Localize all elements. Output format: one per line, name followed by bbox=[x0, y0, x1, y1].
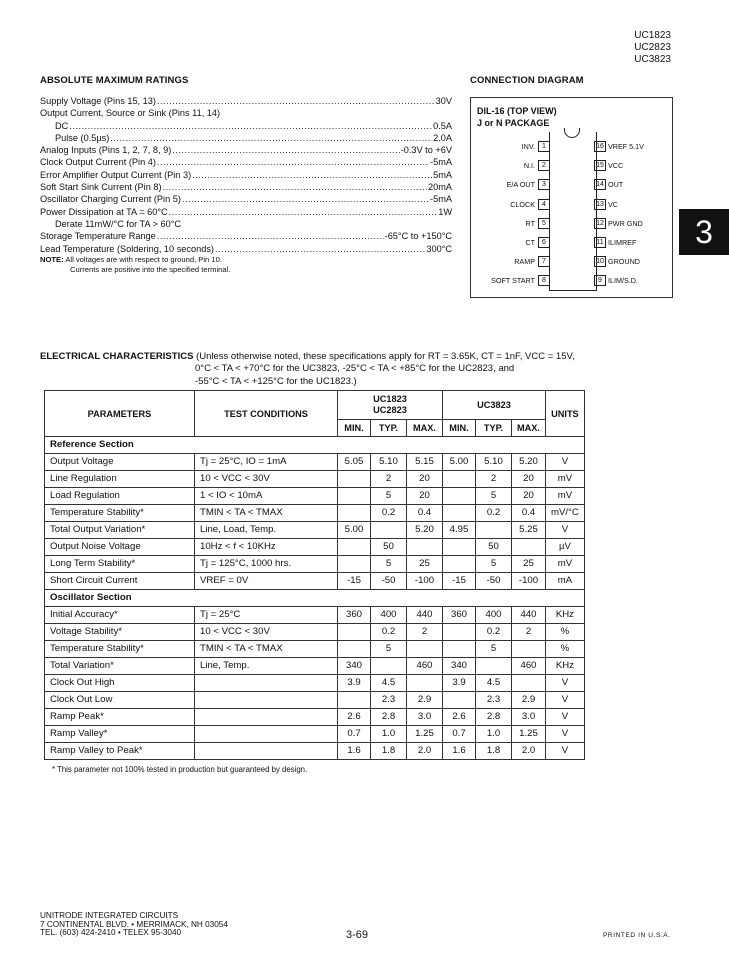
pin-label-right: VCC bbox=[608, 161, 624, 171]
value-cell bbox=[338, 624, 371, 641]
leader-dots bbox=[192, 169, 432, 181]
pin-number: 12 bbox=[594, 218, 606, 229]
pin-label-right: OUT bbox=[608, 180, 624, 190]
abs-max-label: Lead Temperature (Soldering, 10 seconds) bbox=[40, 243, 214, 254]
pin-number: 13 bbox=[594, 199, 606, 210]
abs-max-label: Output Current, Source or Sink (Pins 11, 14) bbox=[40, 108, 221, 119]
abs-max-row bbox=[40, 120, 452, 132]
value-cell: 3.9 bbox=[338, 675, 371, 692]
value-cell bbox=[476, 522, 512, 539]
abs-max-label: Clock Output Current (Pin 4) bbox=[40, 157, 156, 168]
value-cell: 2.9 bbox=[512, 692, 546, 709]
table-row bbox=[45, 607, 585, 624]
table-row bbox=[45, 539, 585, 556]
abs-max-row bbox=[40, 218, 452, 230]
table-row bbox=[45, 658, 585, 675]
footer-address bbox=[40, 912, 228, 938]
parameter-cell: Output Voltage bbox=[45, 454, 195, 471]
value-cell: 25 bbox=[407, 556, 443, 573]
package-title bbox=[477, 105, 557, 129]
abs-max-value: -5mA bbox=[430, 157, 452, 168]
value-cell: 4.5 bbox=[476, 675, 512, 692]
unit-cell: V bbox=[546, 709, 585, 726]
header-min: MIN. bbox=[338, 420, 371, 437]
value-cell: 5.25 bbox=[512, 522, 546, 539]
value-cell: 2.9 bbox=[407, 692, 443, 709]
value-cell: 1.25 bbox=[512, 726, 546, 743]
value-cell: 50 bbox=[476, 539, 512, 556]
header-uc2823: UC2823 bbox=[373, 405, 407, 415]
connection-diagram-box bbox=[470, 97, 673, 298]
abs-max-value: 300°C bbox=[426, 243, 452, 254]
pin-number: 7 bbox=[538, 256, 550, 267]
value-cell: 25 bbox=[512, 556, 546, 573]
parameter-cell: Ramp Valley* bbox=[45, 726, 195, 743]
company-address: 7 CONTINENTAL BLVD. • MERRIMACK, NH 03054 bbox=[40, 919, 228, 929]
value-cell bbox=[443, 505, 476, 522]
value-cell bbox=[443, 641, 476, 658]
value-cell: 360 bbox=[443, 607, 476, 624]
header-uc1823: UC1823 bbox=[373, 394, 407, 404]
parameter-cell: Long Term Stability* bbox=[45, 556, 195, 573]
part-numbers bbox=[634, 30, 671, 66]
unit-cell: mA bbox=[546, 573, 585, 590]
abs-max-label: Analog Inputs (Pins 1, 2, 7, 8, 9) bbox=[40, 145, 172, 156]
value-cell: 400 bbox=[476, 607, 512, 624]
condition-cell: 1 < IO < 10mA bbox=[195, 488, 338, 505]
table-row bbox=[45, 726, 585, 743]
leader-dots bbox=[163, 181, 427, 193]
chip-body bbox=[549, 132, 597, 291]
abs-max-row bbox=[40, 144, 452, 156]
pin-label-right: ILIM/S.D. bbox=[608, 276, 638, 286]
pin-label-right: ILIMREF bbox=[608, 238, 637, 247]
condition-cell bbox=[195, 709, 338, 726]
pin-number: 15 bbox=[594, 160, 606, 171]
condition-cell: Line, Load, Temp. bbox=[195, 522, 338, 539]
value-cell: 2 bbox=[512, 624, 546, 641]
value-cell: 2.6 bbox=[338, 709, 371, 726]
table-row bbox=[45, 692, 585, 709]
leader-dots bbox=[157, 230, 384, 242]
condition-cell: TMIN < TA < TMAX bbox=[195, 641, 338, 658]
unit-cell: V bbox=[546, 675, 585, 692]
unit-cell: V bbox=[546, 692, 585, 709]
table-row bbox=[45, 505, 585, 522]
table-row bbox=[45, 624, 585, 641]
value-cell bbox=[476, 658, 512, 675]
pin-label-left: SOFT START bbox=[491, 276, 535, 286]
abs-max-row bbox=[40, 181, 452, 193]
value-cell bbox=[512, 675, 546, 692]
condition-cell bbox=[195, 726, 338, 743]
header-units: UNITS bbox=[546, 391, 585, 437]
value-cell: 0.2 bbox=[371, 505, 407, 522]
value-cell: 440 bbox=[407, 607, 443, 624]
abs-max-row bbox=[40, 156, 452, 168]
unit-cell: KHz bbox=[546, 607, 585, 624]
value-cell: 1.6 bbox=[443, 743, 476, 760]
value-cell: 2.6 bbox=[443, 709, 476, 726]
table-row bbox=[45, 556, 585, 573]
abs-max-label: Pulse (0.5µs) bbox=[55, 132, 110, 143]
unit-cell: µV bbox=[546, 539, 585, 556]
value-cell: 2 bbox=[476, 471, 512, 488]
leader-dots bbox=[110, 132, 432, 144]
value-cell: 2.3 bbox=[371, 692, 407, 709]
value-cell: 3.0 bbox=[512, 709, 546, 726]
value-cell: 50 bbox=[371, 539, 407, 556]
abs-max-row bbox=[40, 243, 452, 255]
abs-max-value: 0.5A bbox=[433, 120, 452, 131]
abs-max-rows bbox=[40, 95, 452, 255]
value-cell: 2.0 bbox=[407, 743, 443, 760]
value-cell: -100 bbox=[407, 573, 443, 590]
unit-cell: mV bbox=[546, 556, 585, 573]
ec-line1: (Unless otherwise noted, these specifications apply for RT = 3.65K, CT = 1nF, VCC = 15V, bbox=[196, 351, 575, 362]
table-row bbox=[45, 641, 585, 658]
abs-max-value: 1W bbox=[438, 206, 452, 217]
note-line1: All voltages are with respect to ground, Pin 10. bbox=[65, 254, 222, 264]
parameter-cell: Total Variation* bbox=[45, 658, 195, 675]
pin-label-left: RAMP bbox=[514, 257, 535, 267]
value-cell: 5.05 bbox=[338, 454, 371, 471]
section-row bbox=[45, 437, 585, 454]
table-row bbox=[45, 573, 585, 590]
pin-number: 3 bbox=[538, 179, 550, 190]
abs-max-row bbox=[40, 230, 452, 242]
value-cell: 2 bbox=[407, 624, 443, 641]
abs-max-value: -5mA bbox=[430, 194, 452, 205]
value-cell: 340 bbox=[338, 658, 371, 675]
section-row bbox=[45, 590, 585, 607]
page-number: 3-69 bbox=[346, 929, 369, 941]
value-cell: 400 bbox=[371, 607, 407, 624]
pin-number: 2 bbox=[538, 160, 550, 171]
pin-number: 16 bbox=[594, 141, 606, 152]
header-max: MAX. bbox=[512, 420, 546, 437]
leader-dots bbox=[157, 156, 429, 168]
package-type: J or N PACKAGE bbox=[477, 118, 550, 128]
value-cell: 2.8 bbox=[476, 709, 512, 726]
value-cell bbox=[512, 539, 546, 556]
value-cell: -15 bbox=[443, 573, 476, 590]
header-uc1823-uc2823 bbox=[338, 391, 443, 420]
value-cell: 460 bbox=[512, 658, 546, 675]
abs-max-label: DC bbox=[55, 120, 69, 131]
value-cell bbox=[443, 539, 476, 556]
value-cell bbox=[407, 539, 443, 556]
value-cell: 20 bbox=[512, 471, 546, 488]
part-number: UC3823 bbox=[634, 54, 671, 65]
value-cell: 5 bbox=[371, 641, 407, 658]
unit-cell: % bbox=[546, 624, 585, 641]
abs-max-label: Power Dissipation at TA = 60°C bbox=[40, 206, 168, 217]
value-cell: 5.00 bbox=[443, 454, 476, 471]
pin-number: 10 bbox=[594, 256, 606, 267]
header-uc3823: UC3823 bbox=[443, 391, 546, 420]
table-row bbox=[45, 743, 585, 760]
value-cell bbox=[407, 675, 443, 692]
parameter-cell: Clock Out Low bbox=[45, 692, 195, 709]
unit-cell: % bbox=[546, 641, 585, 658]
leader-dots bbox=[172, 144, 399, 156]
value-cell: 0.2 bbox=[476, 624, 512, 641]
abs-max-title: ABSOLUTE MAXIMUM RATINGS bbox=[40, 75, 189, 86]
parameter-cell: Temperature Stability* bbox=[45, 505, 195, 522]
abs-max-value: 2.0A bbox=[433, 132, 452, 143]
value-cell bbox=[338, 539, 371, 556]
value-cell: 5 bbox=[476, 556, 512, 573]
parameter-cell: Ramp Peak* bbox=[45, 709, 195, 726]
abs-max-label: Storage Temperature Range bbox=[40, 231, 156, 242]
table-row bbox=[45, 454, 585, 471]
value-cell: 1.8 bbox=[476, 743, 512, 760]
parameter-cell: Ramp Valley to Peak* bbox=[45, 743, 195, 760]
value-cell bbox=[338, 692, 371, 709]
table-row bbox=[45, 522, 585, 539]
value-cell: 5.00 bbox=[338, 522, 371, 539]
header-typ: TYP. bbox=[371, 420, 407, 437]
value-cell: 1.8 bbox=[371, 743, 407, 760]
value-cell: 460 bbox=[407, 658, 443, 675]
package-view: DIL-16 (TOP VIEW) bbox=[477, 106, 557, 116]
parameter-cell: Voltage Stability* bbox=[45, 624, 195, 641]
pin-number: 14 bbox=[594, 179, 606, 190]
leader-dots bbox=[69, 120, 432, 132]
header-parameters: PARAMETERS bbox=[45, 391, 195, 437]
value-cell: 2.3 bbox=[476, 692, 512, 709]
abs-max-row bbox=[40, 132, 452, 144]
value-cell: -50 bbox=[371, 573, 407, 590]
table-row bbox=[45, 675, 585, 692]
condition-cell: 10Hz < f < 10KHz bbox=[195, 539, 338, 556]
value-cell: 0.7 bbox=[338, 726, 371, 743]
unit-cell: mV/°C bbox=[546, 505, 585, 522]
pin-number: 8 bbox=[538, 275, 550, 286]
value-cell: 0.2 bbox=[371, 624, 407, 641]
value-cell: 1.0 bbox=[371, 726, 407, 743]
value-cell: 5 bbox=[371, 488, 407, 505]
company-phone: TEL. (603) 424-2410 • TELEX 95-3040 bbox=[40, 928, 182, 938]
note-line2: Currents are positive into the specified terminal. bbox=[70, 264, 231, 274]
pin-label-right: PWR GND bbox=[608, 218, 643, 228]
value-cell: 3.9 bbox=[443, 675, 476, 692]
parameter-cell: Clock Out High bbox=[45, 675, 195, 692]
header-max: MAX. bbox=[407, 420, 443, 437]
abs-max-label: Soft Start Sink Current (Pin 8) bbox=[40, 182, 162, 193]
value-cell: 360 bbox=[338, 607, 371, 624]
abs-max-row bbox=[40, 107, 452, 119]
leader-dots bbox=[215, 243, 425, 255]
value-cell: 440 bbox=[512, 607, 546, 624]
unit-cell: V bbox=[546, 743, 585, 760]
value-cell: 1.25 bbox=[407, 726, 443, 743]
condition-cell: TMIN < TA < TMAX bbox=[195, 505, 338, 522]
value-cell: -50 bbox=[476, 573, 512, 590]
unit-cell: KHz bbox=[546, 658, 585, 675]
value-cell bbox=[371, 522, 407, 539]
value-cell bbox=[407, 641, 443, 658]
printed-in: PRINTED IN U.S.A. bbox=[603, 932, 671, 939]
parameter-cell: Temperature Stability* bbox=[45, 641, 195, 658]
value-cell bbox=[371, 658, 407, 675]
section-tab: 3 bbox=[679, 209, 729, 255]
value-cell bbox=[338, 641, 371, 658]
value-cell: 5.10 bbox=[476, 454, 512, 471]
unit-cell: V bbox=[546, 454, 585, 471]
value-cell: 0.4 bbox=[407, 505, 443, 522]
value-cell: 0.4 bbox=[512, 505, 546, 522]
unit-cell: V bbox=[546, 726, 585, 743]
value-cell bbox=[443, 471, 476, 488]
pin-number: 11 bbox=[594, 237, 606, 248]
value-cell: 4.95 bbox=[443, 522, 476, 539]
pin-label-left: INV. bbox=[521, 142, 535, 151]
ec-line2: 0°C < TA < +70°C for the UC3823, -25°C < TA < +85°C for the UC2823, and bbox=[195, 363, 515, 375]
parameter-cell: Total Output Variation* bbox=[45, 522, 195, 539]
value-cell: 5 bbox=[476, 641, 512, 658]
condition-cell: 10 < VCC < 30V bbox=[195, 471, 338, 488]
abs-max-label: Error Amplifier Output Current (Pin 3) bbox=[40, 169, 192, 180]
value-cell: 2.8 bbox=[371, 709, 407, 726]
value-cell: 1.0 bbox=[476, 726, 512, 743]
pin-label-right: GROUND bbox=[608, 257, 640, 267]
abs-max-row bbox=[40, 95, 452, 107]
parameter-cell: Line Regulation bbox=[45, 471, 195, 488]
parameter-cell: Load Regulation bbox=[45, 488, 195, 505]
value-cell bbox=[443, 556, 476, 573]
value-cell: 5.20 bbox=[512, 454, 546, 471]
value-cell: 5.10 bbox=[371, 454, 407, 471]
condition-cell: Tj = 125°C, 1000 hrs. bbox=[195, 556, 338, 573]
abs-max-label: Oscillator Charging Current (Pin 5) bbox=[40, 194, 181, 205]
value-cell: 2 bbox=[371, 471, 407, 488]
unit-cell: V bbox=[546, 522, 585, 539]
ec-line3: -55°C < TA < +125°C for the UC1823.) bbox=[195, 375, 357, 387]
leader-dots bbox=[182, 193, 429, 205]
header-min: MIN. bbox=[443, 420, 476, 437]
table-row bbox=[45, 471, 585, 488]
abs-max-value: 30V bbox=[435, 96, 452, 106]
value-cell: 1.6 bbox=[338, 743, 371, 760]
condition-cell: VREF = 0V bbox=[195, 573, 338, 590]
value-cell: 20 bbox=[512, 488, 546, 505]
condition-cell bbox=[195, 675, 338, 692]
pin-number: 5 bbox=[538, 218, 550, 229]
note-label: NOTE: bbox=[40, 254, 64, 264]
value-cell: 0.2 bbox=[476, 505, 512, 522]
pin-number: 9 bbox=[594, 275, 606, 286]
value-cell bbox=[443, 624, 476, 641]
value-cell: 5.15 bbox=[407, 454, 443, 471]
unit-cell: mV bbox=[546, 488, 585, 505]
value-cell: 0.7 bbox=[443, 726, 476, 743]
parameter-cell: Initial Accuracy* bbox=[45, 607, 195, 624]
leader-dots bbox=[169, 206, 438, 218]
abs-max-label: Supply Voltage (Pins 15, 13) bbox=[40, 96, 156, 106]
section-title: Reference Section bbox=[45, 437, 585, 454]
value-cell: 3.0 bbox=[407, 709, 443, 726]
pin-label-left: CLOCK bbox=[510, 199, 535, 209]
table-row bbox=[45, 709, 585, 726]
condition-cell: Tj = 25°C, IO = 1mA bbox=[195, 454, 338, 471]
value-cell bbox=[338, 505, 371, 522]
part-number: UC2823 bbox=[634, 42, 671, 53]
pin-label-right: VREF 5.1V bbox=[608, 142, 644, 151]
ec-title: ELECTRICAL CHARACTERISTICS bbox=[40, 351, 194, 362]
value-cell: 4.5 bbox=[371, 675, 407, 692]
pin-label-right: VC bbox=[608, 199, 618, 209]
pin-label-left: RT bbox=[525, 218, 535, 228]
pin-label-left: E/A OUT bbox=[506, 180, 535, 190]
pin-number: 1 bbox=[538, 141, 550, 152]
abs-max-note bbox=[40, 255, 452, 275]
electrical-characteristics-intro bbox=[40, 351, 575, 388]
value-cell: -100 bbox=[512, 573, 546, 590]
condition-cell bbox=[195, 743, 338, 760]
value-cell bbox=[338, 471, 371, 488]
value-cell bbox=[443, 692, 476, 709]
footnote: * This parameter not 100% tested in production but guaranteed by design. bbox=[52, 765, 308, 774]
condition-cell: Line, Temp. bbox=[195, 658, 338, 675]
condition-cell: 10 < VCC < 30V bbox=[195, 624, 338, 641]
value-cell: 5.20 bbox=[407, 522, 443, 539]
electrical-characteristics-table bbox=[44, 390, 585, 760]
value-cell: 5 bbox=[371, 556, 407, 573]
header-test-conditions: TEST CONDITIONS bbox=[195, 391, 338, 437]
value-cell: 20 bbox=[407, 471, 443, 488]
value-cell bbox=[443, 488, 476, 505]
abs-max-value: 5mA bbox=[433, 169, 452, 180]
table-row bbox=[45, 488, 585, 505]
condition-cell: Tj = 25°C bbox=[195, 607, 338, 624]
unit-cell: mV bbox=[546, 471, 585, 488]
value-cell: 20 bbox=[407, 488, 443, 505]
abs-max-value: 20mA bbox=[427, 182, 452, 193]
company-name: UNITRODE INTEGRATED CIRCUITS bbox=[40, 911, 179, 920]
abs-max-row bbox=[40, 193, 452, 205]
connection-diagram-title: CONNECTION DIAGRAM bbox=[470, 75, 584, 86]
condition-cell bbox=[195, 692, 338, 709]
abs-max-row bbox=[40, 206, 452, 218]
section-title: Oscillator Section bbox=[45, 590, 585, 607]
abs-max-value: -0.3V to +6V bbox=[400, 145, 452, 156]
value-cell: -15 bbox=[338, 573, 371, 590]
header-typ: TYP. bbox=[476, 420, 512, 437]
absolute-max-ratings bbox=[40, 75, 452, 275]
pin-number: 6 bbox=[538, 237, 550, 248]
abs-max-value: -65°C to +150°C bbox=[384, 231, 452, 242]
abs-max-row bbox=[40, 169, 452, 181]
value-cell: 5 bbox=[476, 488, 512, 505]
pin-label-left: N.I. bbox=[523, 161, 535, 171]
pin-number: 4 bbox=[538, 199, 550, 210]
part-number: UC1823 bbox=[634, 30, 671, 41]
parameter-cell: Short Circuit Current bbox=[45, 573, 195, 590]
value-cell bbox=[512, 641, 546, 658]
value-cell bbox=[338, 556, 371, 573]
value-cell: 340 bbox=[443, 658, 476, 675]
value-cell: 2.0 bbox=[512, 743, 546, 760]
value-cell bbox=[338, 488, 371, 505]
abs-max-label: Derate 11mW/°C for TA > 60°C bbox=[55, 218, 182, 229]
parameter-cell: Output Noise Voltage bbox=[45, 539, 195, 556]
leader-dots bbox=[157, 95, 435, 107]
pin-label-left: CT bbox=[525, 238, 535, 247]
